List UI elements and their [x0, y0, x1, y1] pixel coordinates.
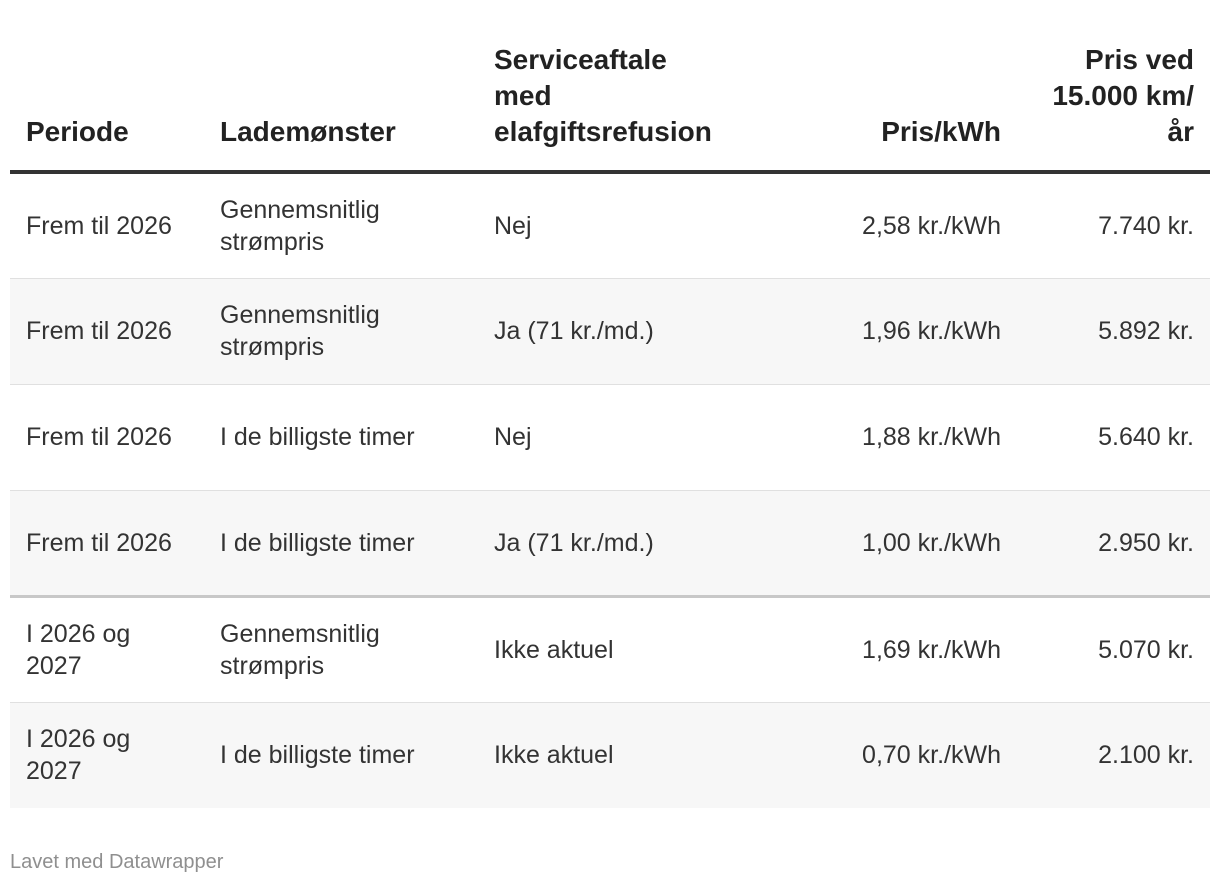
table-row: [10, 172, 1210, 278]
cell-lademonster: Gennemsnitlig strømpris: [204, 278, 478, 384]
table-row: [10, 278, 1210, 384]
cell-periode: Frem til 2026: [10, 172, 204, 278]
cell-pris-15000km: 2.100 kr.: [1017, 702, 1210, 808]
cell-pris-kwh: 1,00 kr./kWh: [698, 490, 1017, 596]
header-lademonster[interactable]: Lademønster: [204, 0, 478, 172]
cell-lademonster: I de billigste timer: [204, 490, 478, 596]
cell-serviceaftale: Ja (71 kr./md.): [478, 490, 698, 596]
table-row: [10, 702, 1210, 808]
cell-lademonster: Gennemsnitlig strømpris: [204, 172, 478, 278]
cell-pris-kwh: 1,69 kr./kWh: [698, 596, 1017, 702]
header-serviceaftale[interactable]: Serviceaftale med elafgiftsrefusion: [478, 0, 698, 172]
cell-pris-15000km: 2.950 kr.: [1017, 490, 1210, 596]
cell-pris-kwh: 0,70 kr./kWh: [698, 702, 1017, 808]
cell-lademonster: I de billigste timer: [204, 384, 478, 490]
header-periode[interactable]: Periode: [10, 0, 204, 172]
cell-serviceaftale: Ikke aktuel: [478, 596, 698, 702]
price-table: [10, 0, 1210, 808]
cell-pris-kwh: 1,88 kr./kWh: [698, 384, 1017, 490]
cell-pris-kwh: 2,58 kr./kWh: [698, 172, 1017, 278]
cell-pris-15000km: 5.070 kr.: [1017, 596, 1210, 702]
cell-serviceaftale: Ja (71 kr./md.): [478, 278, 698, 384]
cell-lademonster: I de billigste timer: [204, 702, 478, 808]
header-pris-kwh[interactable]: Pris/kWh: [698, 0, 1017, 172]
cell-serviceaftale: Nej: [478, 172, 698, 278]
cell-serviceaftale: Ikke aktuel: [478, 702, 698, 808]
cell-pris-15000km: 7.740 kr.: [1017, 172, 1210, 278]
cell-periode: Frem til 2026: [10, 384, 204, 490]
table-row: [10, 596, 1210, 702]
cell-lademonster: Gennemsnitlig strømpris: [204, 596, 478, 702]
cell-serviceaftale: Nej: [478, 384, 698, 490]
cell-periode: I 2026 og 2027: [10, 596, 204, 702]
cell-periode: Frem til 2026: [10, 490, 204, 596]
header-pris-15000km[interactable]: Pris ved 15.000 km/år: [1017, 0, 1210, 172]
cell-periode: Frem til 2026: [10, 278, 204, 384]
cell-pris-15000km: 5.640 kr.: [1017, 384, 1210, 490]
cell-pris-15000km: 5.892 kr.: [1017, 278, 1210, 384]
datawrapper-credit[interactable]: Lavet med Datawrapper: [10, 851, 224, 873]
table-row: [10, 384, 1210, 490]
table-header-row: [10, 0, 1210, 172]
cell-periode: I 2026 og 2027: [10, 702, 204, 808]
table-row: [10, 490, 1210, 596]
data-table-container: [10, 0, 1210, 808]
cell-pris-kwh: 1,96 kr./kWh: [698, 278, 1017, 384]
